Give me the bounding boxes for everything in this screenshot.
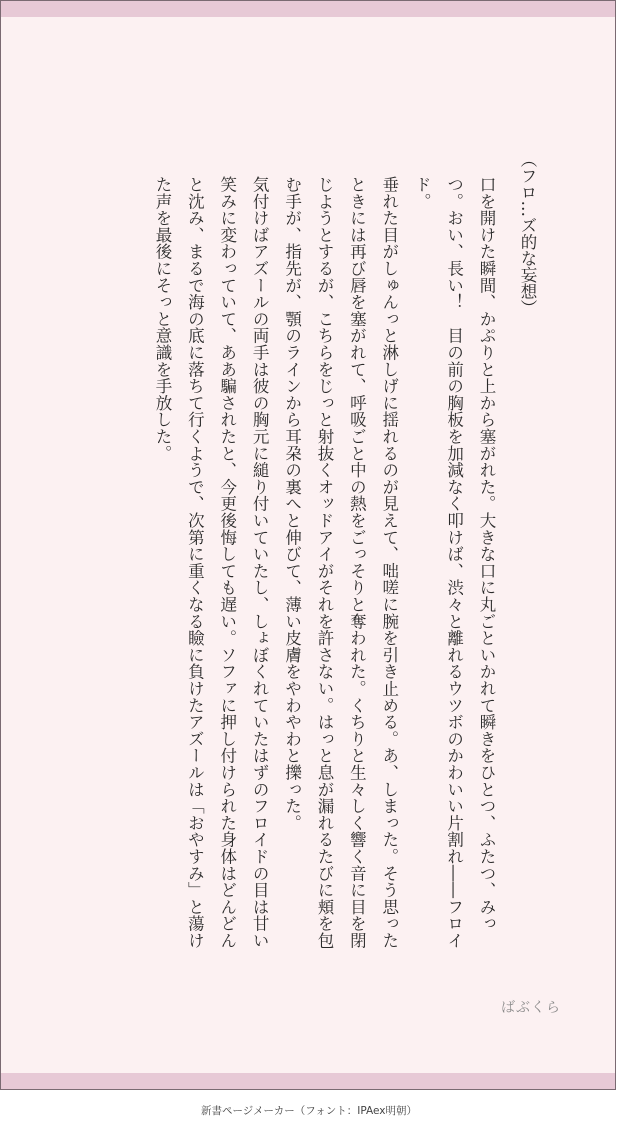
top-band: [1, 1, 615, 17]
author-name: ばぶくら: [501, 1000, 561, 1016]
body-text: [146, 159, 502, 949]
bottom-band: [1, 1073, 615, 1089]
footer-credit: 新書ページメーカー（フォント：IPAex明朝）: [201, 1105, 417, 1117]
paragraph-2: 垂れた目がしゅんっと淋しげに揺れるのが見えて、咄嗟に腕を引き止める。あ、しまった。そう思ったときには再び唇を塞がれて、呼吸ごと中の熱をごっそりと奪われた。くちりと生々しく響く音に目を閉じようとするが、こちらをじっと射抜くオッドアイがそれを許さない。はっと息が漏れるたびに頬を包む手が、指先が、顎のラインから耳朶の裏へと伸びて、薄い皮膚をやわやわと擽った。: [282, 175, 399, 949]
page-title: （フロ…ズ的な妄想）: [518, 151, 537, 316]
paragraph-3: 気付けばアズールの両手は彼の胸元に縋り付いていたし、しょぼくれていたはずのフロイドの目は甘い笑みに変わっていて、ああ騙されたと、今更後悔しても遅い。ソファに押し付けられた身体はどんどんと沈み、まるで海の底に落ちて行くようで、次第に重くなる瞼に負けたアズールは「おやすみ」と蕩けた声を最後にそっと意識を手放した。: [152, 175, 270, 949]
paragraph-1: 口を開けた瞬間、かぷりと上から塞がれた。大きな口に丸ごといかれて瞬きをひとつ、ふたつ、みっつ。おい、長い！ 目の前の胸板を加減なく叩けば、渋々と離れるウツボのかわいい片割れ――フロイド。: [412, 175, 496, 949]
